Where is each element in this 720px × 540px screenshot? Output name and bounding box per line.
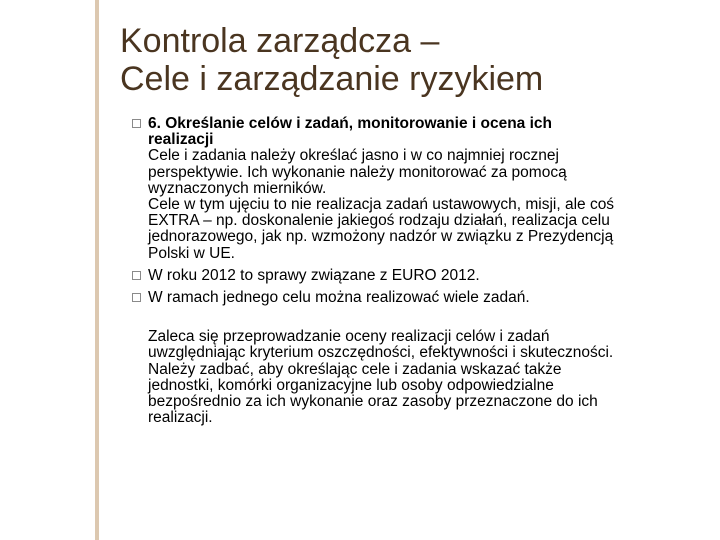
bullet-text-line: Cele i zadania należy określać jasno i w co najmniej rocznej	[148, 147, 559, 165]
square-bullet-icon	[132, 119, 141, 128]
bullet-item	[148, 268, 700, 284]
square-bullet-icon	[132, 271, 141, 280]
bullet-text-line: jednorazowego, jak np. wzmożony nadzór w związku z Prezydencją	[148, 228, 614, 246]
bullet-text-line: Cele w tym ujęciu to nie realizacja zadań ustawowych, misji, ale coś	[148, 196, 615, 214]
square-bullet-icon	[132, 293, 141, 302]
bullet-text-line: EXTRA – np. doskonalenie jakiegoś rodzaju działań, realizacja celu	[148, 212, 610, 230]
bullet-text-line: wyznaczonych mierników.	[148, 179, 327, 197]
spacer	[148, 306, 700, 329]
bullet-heading-line: realizacji	[148, 131, 214, 149]
bullet-text-line: perspektywie. Ich wykonanie należy monitorować za pomocą	[148, 163, 567, 181]
paragraph-line: Zaleca się przeprowadzanie oceny realizacji celów i zadań	[148, 328, 550, 346]
bullet-text-line: Polski w UE.	[148, 244, 235, 262]
bullet-text-line: W roku 2012 to sprawy związane z EURO 2012.	[148, 266, 480, 284]
slide-title	[120, 22, 543, 98]
paragraph-line: jednostki, komórki organizacyjne lub osoby odpowiedzialne	[148, 376, 554, 394]
bullet-item	[148, 116, 700, 262]
title-line: Cele i zarządzanie ryzykiem	[120, 60, 544, 98]
decorative-vertical-line	[95, 0, 99, 540]
paragraph-line: realizacji.	[148, 409, 213, 427]
paragraph-line: Należy zadbać, aby określając cele i zadania wskazać także	[148, 360, 562, 378]
bullet-text-line: W ramach jednego celu można realizować wiele zadań.	[148, 289, 530, 307]
bullet-item	[148, 290, 700, 306]
recommendation-paragraph	[148, 329, 700, 426]
bullet-heading-line: 6. Określanie celów i zadań, monitorowanie i ocena ich	[148, 115, 552, 132]
slide-content	[148, 116, 700, 426]
title-line: Kontrola zarządcza –	[120, 22, 440, 60]
paragraph-line: uwzględniając kryterium oszczędności, efektywności i skuteczności.	[148, 344, 614, 362]
paragraph-line: bezpośrednio za ich wykonanie oraz zasoby przeznaczone do ich	[148, 393, 598, 411]
